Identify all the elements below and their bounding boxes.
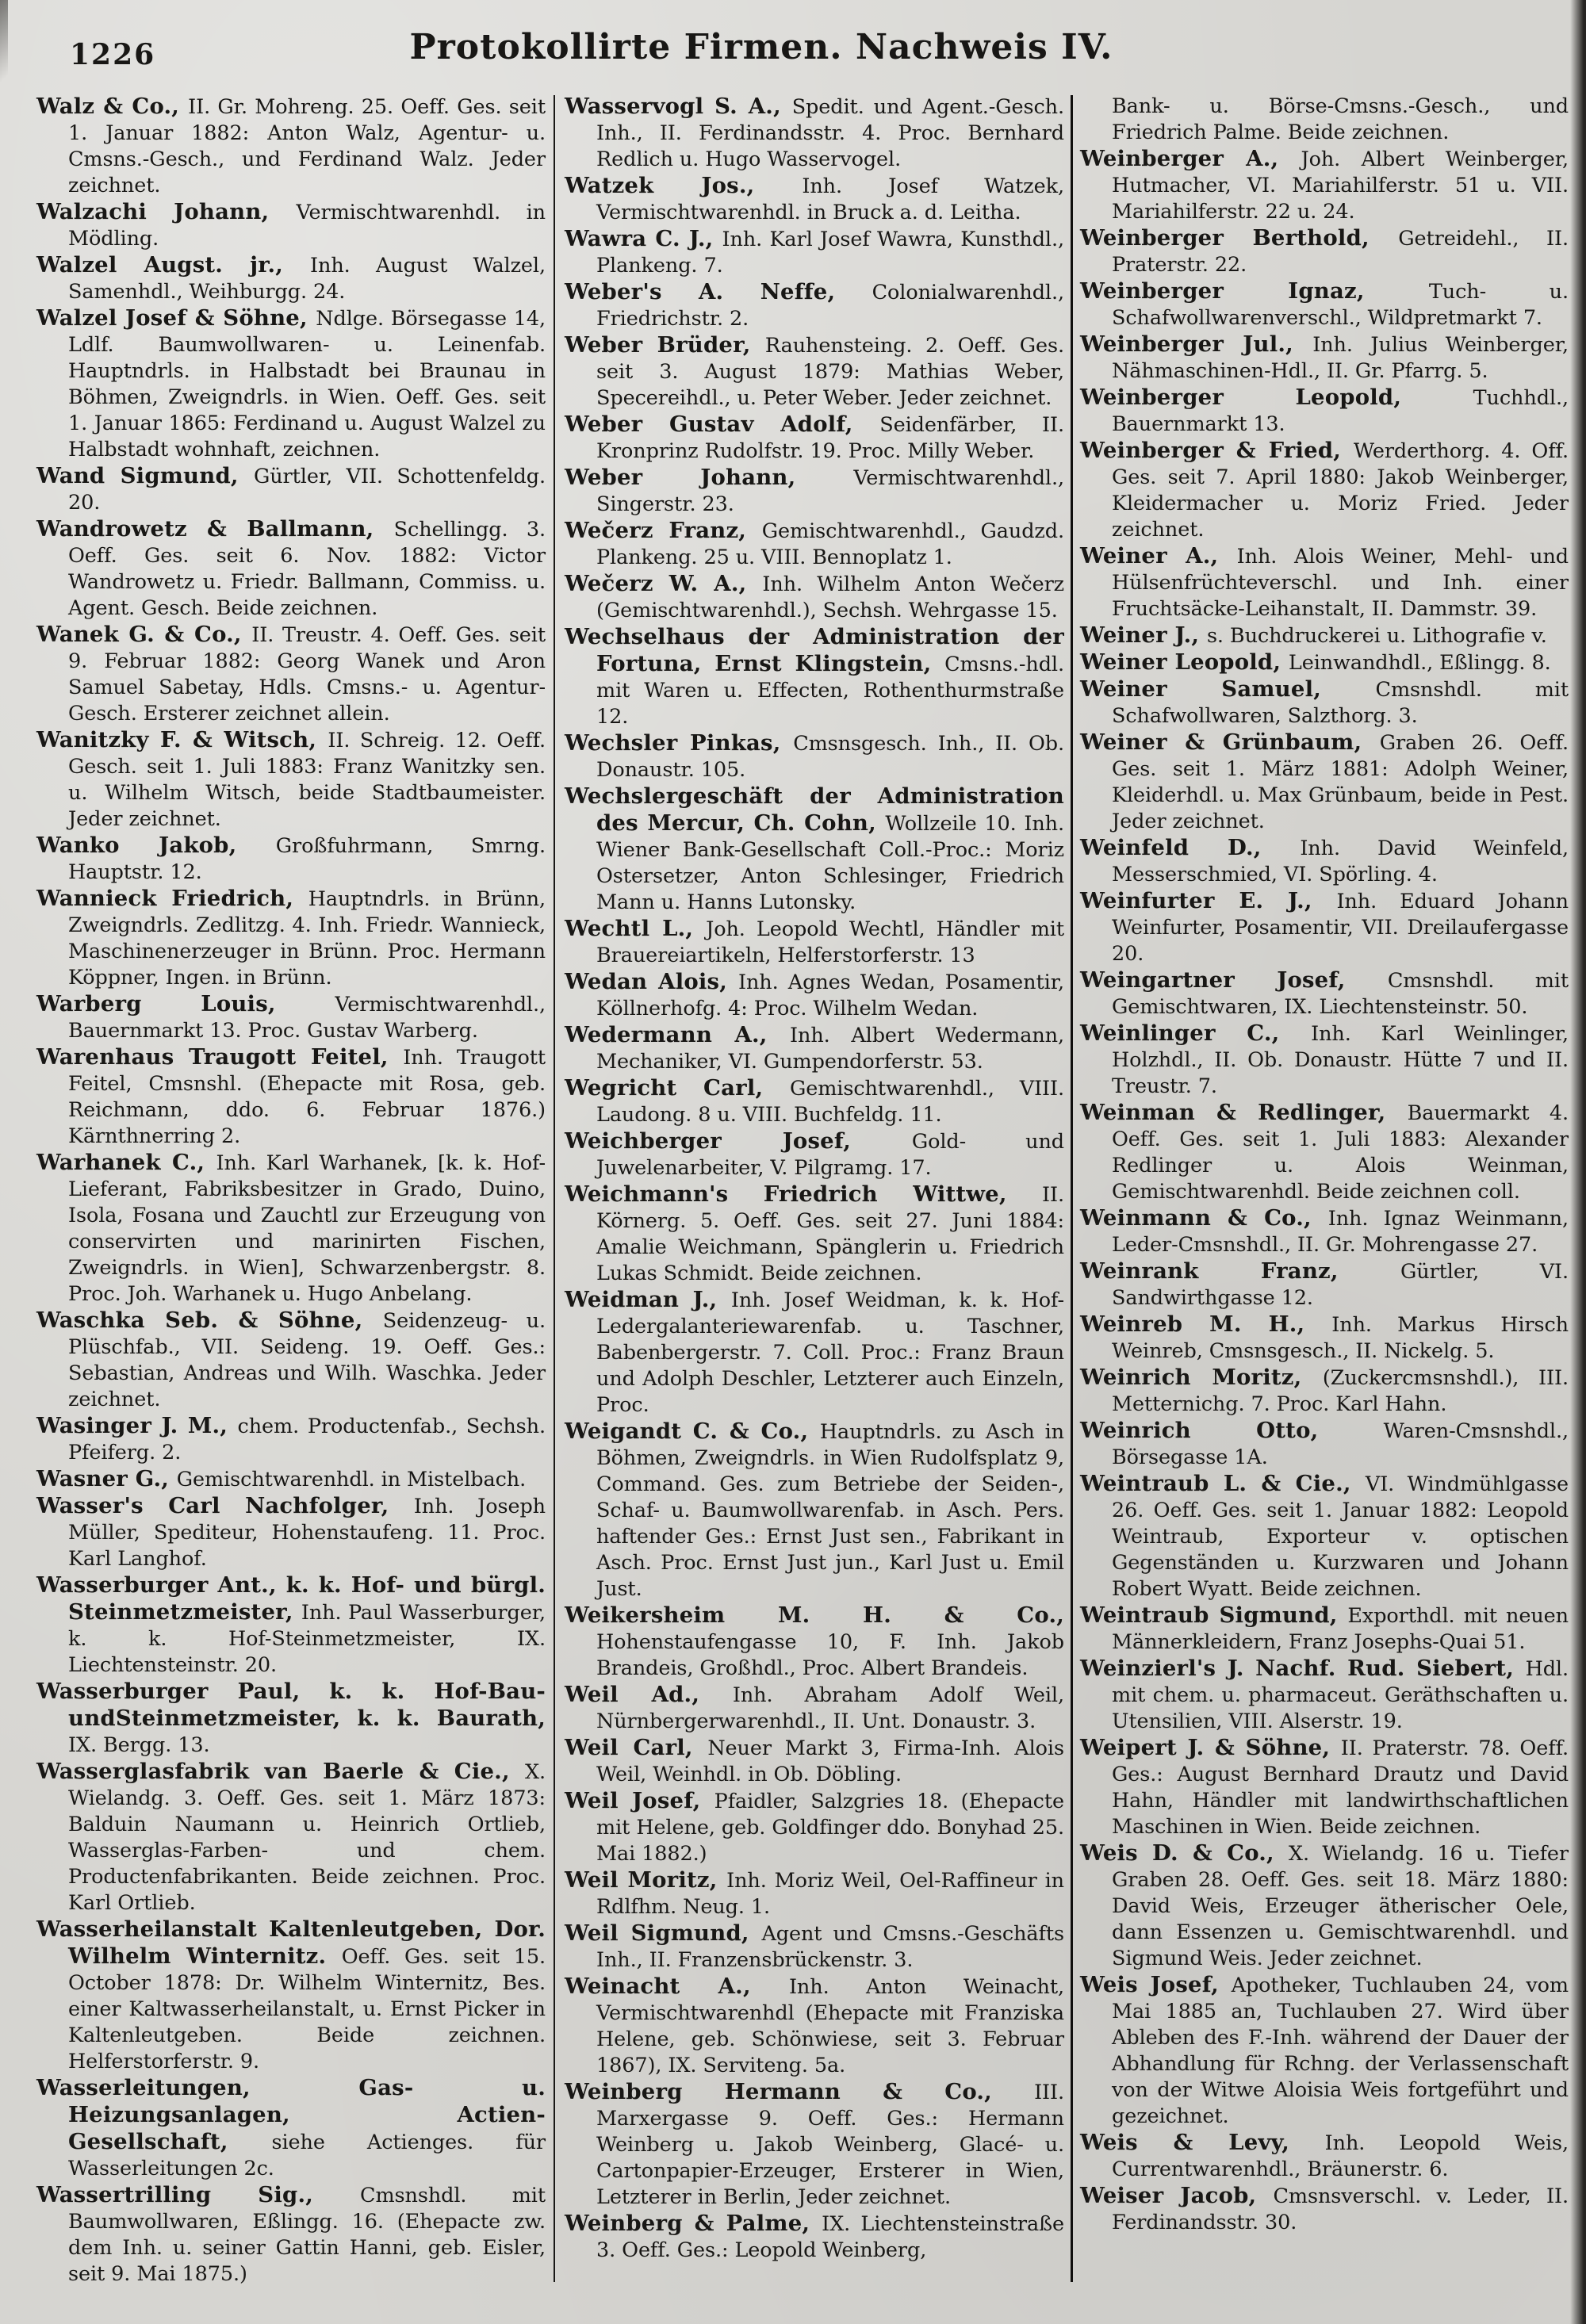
- directory-entry: Wanko Jakob, Großfuhrmann, Smrng. Hauptstr. 12.: [36, 833, 546, 884]
- directory-entry: Weinrank Franz, Gürtler, VI. Sandwirthgasse 12.: [1080, 1258, 1569, 1310]
- firm-name: Weil Sigmund,: [565, 1920, 762, 1946]
- firm-name: Wanitzky F. & Witsch,: [36, 727, 328, 752]
- scan-edge: [1570, 0, 1586, 2324]
- directory-entry: Weipert J. & Söhne, II. Praterstr. 78. Oeff. Ges.: August Bernhard Drautz und David Hahn, Händler mit landwirthschaftlichen Maschinen in Wien. Beide zeichnen.: [1080, 1735, 1569, 1839]
- firm-name: Watzek Jos.,: [565, 173, 803, 198]
- firm-name: Wečerz Franz,: [565, 518, 762, 543]
- firm-name: Waschka Seb. & Söhne,: [36, 1307, 383, 1333]
- directory-entry: Walzel Josef & Söhne, Ndlge. Börsegasse 14, Ldlf. Baumwollwaren- u. Leinenfab. Hauptndrls. in Halbstadt bei Braunau in Böhmen, Zweigndrls. in Wien. Oeff. Ges. seit 1. Januar 1865: Ferdinand u. August Walzel zu Halbstadt wohnhaft, zeichnen.: [36, 305, 546, 461]
- firm-name: Weinman & Redlinger,: [1080, 1100, 1408, 1125]
- firm-name: Weingartner Josef,: [1080, 967, 1388, 993]
- directory-entry: Watzek Jos., Inh. Josef Watzek, Vermischtwarenhdl. in Bruck a. d. Leitha.: [565, 173, 1064, 224]
- page-title: Protokollirte Firmen. Nachweis IV.: [409, 27, 1113, 67]
- firm-name: Weiner Leopold,: [1080, 649, 1289, 675]
- firm-name: Wasserburger Ant., k. k. Hof- und bürgl. Steinmetzmeister,: [36, 1572, 546, 1625]
- directory-entry: Weinberger Berthold, Getreidehl., II. Praterstr. 22.: [1080, 225, 1569, 277]
- directory-entry: Wasser's Carl Nachfolger, Inh. Joseph Müller, Spediteur, Hohenstaufeng. 11. Proc. Karl Langhof.: [36, 1493, 546, 1571]
- firm-name: Weichberger Josef,: [565, 1128, 912, 1154]
- directory-entry: Warenhaus Traugott Feitel, Inh. Traugott Feitel, Cmsnshl. (Ehepacte mit Rosa, geb. Reichmann, ddo. 6. Februar 1876.) Kärnthnerring 2.: [36, 1044, 546, 1148]
- directory-entry: Weiner A., Inh. Alois Weiner, Mehl- und Hülsenfrüchteverschl. und Inh. einer Fruchtsäcke-Leihanstalt, II. Dammstr. 39.: [1080, 543, 1569, 621]
- directory-entry: Weil Sigmund, Agent und Cmsns.-Geschäfts Inh., II. Franzensbrückenstr. 3.: [565, 1920, 1064, 1972]
- directory-entry: Weigandt C. & Co., Hauptndrls. zu Asch in Böhmen, Zweigndrls. in Wien Rudolfsplatz 9, Command. Ges. zum Betriebe der Seiden-, Schaf- u. Baumwollwarenfab. in Asch. Pers. haftender Ges.: Ernst Just sen., Fabrikant in Asch. Proc. Ernst Just jun., Karl Just u. Emil Just.: [565, 1419, 1064, 1601]
- directory-entry: Weinberg Hermann & Co., III. Marxergasse 9. Oeff. Ges.: Hermann Weinberg u. Jakob Weinberg, Glacé- u. Cartonpapier-Erzeuger, Ersterer in Wien, Letzterer in Berlin, Jeder zeichnet.: [565, 2079, 1064, 2209]
- directory-entry: Weinberg & Palme, IX. Liechtensteinstraße 3. Oeff. Ges.: Leopold Weinberg,: [565, 2211, 1064, 2262]
- firm-name: Weinberg & Palme,: [565, 2211, 822, 2236]
- firm-name: Wečerz W. A.,: [565, 571, 763, 596]
- firm-name: Wedermann A.,: [565, 1022, 791, 1047]
- firm-name: Warberg Louis,: [36, 991, 335, 1017]
- directory-entry: Weinberger A., Joh. Albert Weinberger, Hutmacher, VI. Mariahilferstr. 51 u. VII. Mariahilferstr. 22 u. 24.: [1080, 146, 1569, 224]
- directory-entry: Weinreb M. H., Inh. Markus Hirsch Weinreb, Cmsnsgesch., II. Nickelg. 5.: [1080, 1311, 1569, 1363]
- firm-name: Weis & Levy,: [1080, 2130, 1325, 2155]
- firm-name: Weinberger Leopold,: [1080, 385, 1473, 410]
- firm-name: Weinberger & Fried,: [1080, 438, 1354, 463]
- firm-name: Weinrich Otto,: [1080, 1418, 1384, 1443]
- directory-entry: Wechselhaus der Administration der Fortuna, Ernst Klingstein, Cmsns.-hdl. mit Waren u. Effecten, Rothenthurmstraße 12.: [565, 624, 1064, 729]
- firm-name: Wasinger J. M.,: [36, 1413, 238, 1438]
- firm-name: Weil Moritz,: [565, 1867, 727, 1893]
- directory-entry: Weber's A. Neffe, Colonialwarenhdl., Friedrichstr. 2.: [565, 279, 1064, 331]
- directory-entry: Weber Gustav Adolf, Seidenfärber, II. Kronprinz Rudolfstr. 19. Proc. Milly Weber.: [565, 412, 1064, 463]
- firm-name: Warhanek C.,: [36, 1150, 216, 1175]
- directory-entry: Weinacht A., Inh. Anton Weinacht, Vermischtwarenhdl (Ehepacte mit Franziska Helene, geb. Schönwiese, seit 3. Februar 1867), IX. Serviteng. 5a.: [565, 1974, 1064, 2077]
- firm-name: Wechselhaus der Administration der Fortuna, Ernst Klingstein,: [565, 624, 1064, 676]
- column-3: [1080, 94, 1569, 2236]
- firm-name: Wedan Alois,: [565, 969, 738, 994]
- directory-entry: Weinberger Jul., Inh. Julius Weinberger, Nähmaschinen-Hdl., II. Gr. Pfarrg. 5.: [1080, 331, 1569, 383]
- directory-entry: Wanek G. & Co., II. Treustr. 4. Oeff. Ges. seit 9. Februar 1882: Georg Wanek und Aron Samuel Sabetay, Hdls. Cmsns.- u. Agentur-Gesch. Ersterer zeichnet allein.: [36, 622, 546, 726]
- firm-name: Walzel Josef & Söhne,: [36, 305, 316, 331]
- directory-entry: Wanitzky F. & Witsch, II. Schreig. 12. Oeff. Gesch. seit 1. Juli 1883: Franz Wanitzky sen. u. Wilhelm Witsch, beide Stadtbaumeister. Jeder zeichnet.: [36, 727, 546, 831]
- directory-entry: Bank- u. Börse-Cmsns.-Gesch., und Friedrich Palme. Beide zeichnen.: [1112, 94, 1569, 144]
- directory-entry: Weinfeld D., Inh. David Weinfeld, Messerschmied, VI. Spörling. 4.: [1080, 835, 1569, 886]
- directory-entry: Warberg Louis, Vermischtwarenhdl., Bauernmarkt 13. Proc. Gustav Warberg.: [36, 991, 546, 1043]
- directory-entry: Wassertrilling Sig., Cmsnshdl. mit Baumwollwaren, Eßlingg. 16. (Ehepacte zw. dem Inh. u. seiner Gattin Hanni, geb. Eisler, seit 9. Mai 1875.): [36, 2182, 546, 2286]
- firm-name: Wechslergeschäft der Administration des Mercur, Ch. Cohn,: [565, 783, 1064, 836]
- firm-name: Weintraub Sigmund,: [1080, 1602, 1348, 1628]
- directory-entry: Wasservogl S. A., Spedit. und Agent.-Gesch. Inh., II. Ferdinandsstr. 4. Proc. Bernhard Redlich u. Hugo Wasservogel.: [565, 94, 1064, 171]
- directory-entry: Weil Ad., Inh. Abraham Adolf Weil, Nürnbergerwarenhdl., II. Unt. Donaustr. 3.: [565, 1682, 1064, 1733]
- firm-name: Weinacht A.,: [565, 1974, 789, 1999]
- firm-name: Warenhaus Traugott Feitel,: [36, 1044, 404, 1070]
- firm-name: Wanko Jakob,: [36, 833, 276, 858]
- firm-name: Weiner & Grünbaum,: [1080, 729, 1380, 755]
- firm-name: Weber Johann,: [565, 465, 854, 490]
- firm-name: Weinzierl's J. Nachf. Rud. Siebert,: [1080, 1656, 1526, 1681]
- firm-name: Walz & Co.,: [36, 94, 189, 119]
- firm-name: Weinfurter E. J.,: [1080, 888, 1337, 913]
- directory-entry: Weinberger Ignaz, Tuch- u. Schafwollwarenverschl., Wildpretmarkt 7.: [1080, 278, 1569, 330]
- directory-entry: Weiser Jacob, Cmsnsverschl. v. Leder, II. Ferdinandsstr. 30.: [1080, 2183, 1569, 2234]
- directory-entry: Wannieck Friedrich, Hauptndrls. in Brünn, Zweigndrls. Zedlitzg. 4. Inh. Friedr. Wannieck, Maschinenerzeuger in Brünn. Proc. Hermann Köppner, Ingen. in Brünn.: [36, 886, 546, 990]
- firm-name: Weiner J.,: [1080, 622, 1207, 648]
- firm-name: Wanek G. & Co.,: [36, 622, 252, 647]
- column-2: [565, 94, 1064, 2264]
- directory-entry: Wasserburger Paul, k. k. Hof-Bau- undSteinmetzmeister, k. k. Baurath, IX. Bergg. 13.: [36, 1679, 546, 1757]
- firm-name: Weber Brüder,: [565, 332, 765, 358]
- firm-name: Weichmann's Friedrich Wittwe,: [565, 1181, 1043, 1207]
- directory-entry: Weintraub L. & Cie., VI. Windmühlgasse 26. Oeff. Ges. seit 1. Januar 1882: Leopold Weintraub, Exporteur v. optischen Gegenständen u. Kurzwaren und Johann Robert Wyatt. Beide zeichnen.: [1080, 1471, 1569, 1601]
- directory-entry: Weinzierl's J. Nachf. Rud. Siebert, Hdl. mit chem. u. pharmaceut. Geräthschaften u. Utensilien, VIII. Alserstr. 19.: [1080, 1656, 1569, 1733]
- firm-name: Wasserburger Paul, k. k. Hof-Bau- undSteinmetzmeister, k. k. Baurath,: [36, 1679, 546, 1731]
- firm-name: Weinreb M. H.,: [1080, 1311, 1332, 1337]
- directory-entry: Waschka Seb. & Söhne, Seidenzeug- u. Plüschfab., VII. Seideng. 19. Oeff. Ges.: Sebastian, Andreas und Wilh. Waschka. Jeder zeichnet.: [36, 1307, 546, 1411]
- directory-entry: Wawra C. J., Inh. Karl Josef Wawra, Kunsthdl., Plankeng. 7.: [565, 226, 1064, 278]
- firm-name: Wandrowetz & Ballmann,: [36, 516, 394, 542]
- directory-entry: Walz & Co., II. Gr. Mohreng. 25. Oeff. Ges. seit 1. Januar 1882: Anton Walz, Agentur- u. Cmsns.-Gesch., und Ferdinand Walz. Jeder zeichnet.: [36, 94, 546, 197]
- directory-entry: Wečerz W. A., Inh. Wilhelm Anton Wečerz (Gemischtwarenhdl.), Sechsh. Wehrgasse 15.: [565, 571, 1065, 622]
- firm-name: Weber's A. Neffe,: [565, 279, 872, 304]
- firm-name: Weil Josef,: [565, 1788, 714, 1813]
- firm-name: Weinberger Ignaz,: [1080, 278, 1429, 304]
- directory-entry: Wasserleitungen, Gas- u. Heizungsanlagen, Actien-Gesellschaft, siehe Actienges. für Wasserleitungen 2c.: [36, 2075, 546, 2180]
- firm-name: Wasservogl S. A.,: [565, 94, 792, 119]
- directory-entry: Weikersheim M. H. & Co., Hohenstaufengasse 10, F. Inh. Jakob Brandeis, Großhdl., Proc. Albert Brandeis.: [565, 1602, 1064, 1680]
- directory-entry: Weintraub Sigmund, Exporthdl. mit neuen Männerkleidern, Franz Josephs-Quai 51.: [1080, 1602, 1569, 1654]
- page-header: [0, 27, 1586, 82]
- directory-entry: Weinfurter E. J., Inh. Eduard Johann Weinfurter, Posamentir, VII. Dreilaufergasse 20.: [1080, 888, 1569, 966]
- firm-name: Walzel Augst. jr.,: [36, 252, 311, 278]
- directory-entry: Wasner G., Gemischtwarenhdl. in Mistelbach.: [36, 1466, 527, 1491]
- directory-entry: Wasserglasfabrik van Baerle & Cie., X. Wielandg. 3. Oeff. Ges. seit 1. März 1873: Balduin Naumann u. Heinrich Ortlieb, Wasserglas-Farben- und chem. Productenfabrikanten. Beide zeichnen. Proc. Karl Ortlieb.: [36, 1759, 546, 1915]
- directory-entry: Wand Sigmund, Gürtler, VII. Schottenfeldg. 20.: [36, 463, 546, 515]
- firm-name: Wechsler Pinkas,: [565, 730, 794, 756]
- directory-entry: Weil Moritz, Inh. Moriz Weil, Oel-Raffineur in Rdlfhm. Neug. 1.: [565, 1867, 1065, 1919]
- directory-entry: Weiner Samuel, Cmsnshdl. mit Schafwollwaren, Salzthorg. 3.: [1080, 676, 1569, 728]
- firm-name: Weiser Jacob,: [1080, 2183, 1274, 2208]
- firm-name: Weinberger Jul.,: [1080, 331, 1313, 357]
- firm-name: Wawra C. J.,: [565, 226, 722, 251]
- firm-name: Wasserleitungen, Gas- u. Heizungsanlagen, Actien-Gesellschaft,: [36, 2075, 546, 2154]
- directory-entry: Weis Josef, Apotheker, Tuchlauben 24, vom Mai 1885 an, Tuchlauben 27. Wird über Ableben des F.-Inh. während der Dauer der Abhandlung für Rchng. der Verlassenschaft von der Witwe Aloisia Weis fortgeführt und gezeichnet.: [1080, 1972, 1569, 2128]
- column-divider-2: [1071, 95, 1073, 2282]
- directory-entry: Weil Carl, Neuer Markt 3, Firma-Inh. Alois Weil, Weinhdl. in Ob. Döbling.: [565, 1735, 1064, 1786]
- firm-name: Wannieck Friedrich,: [36, 886, 308, 911]
- firm-name: Weinmann & Co.,: [1080, 1205, 1328, 1231]
- firm-name: Weipert J. & Söhne,: [1080, 1735, 1341, 1760]
- firm-name: Wasserheilanstalt Kaltenleutgeben, Dor. Wilhelm Winternitz.: [36, 1916, 546, 1969]
- directory-entry: Weinman & Redlinger, Bauermarkt 4. Oeff. Ges. seit 1. Juli 1883: Alexander Redlinger u. Alois Weinman, Gemischtwarenhdl. Beide zeichnen coll.: [1080, 1100, 1569, 1204]
- firm-name: Wasser's Carl Nachfolger,: [36, 1493, 414, 1518]
- firm-name: Weil Ad.,: [565, 1682, 733, 1707]
- firm-name: Wegricht Carl,: [565, 1075, 790, 1101]
- directory-entry: Weinberger & Fried, Werderthorg. 4. Off. Ges. seit 7. April 1880: Jakob Weinberger, Kleidermacher u. Moriz Fried. Jeder zeichnet.: [1080, 438, 1569, 542]
- firm-name: Wasner G.,: [36, 1466, 177, 1491]
- firm-name: Weinlinger C.,: [1080, 1020, 1312, 1046]
- firm-name: Weil Carl,: [565, 1735, 708, 1760]
- firm-name: Wassertrilling Sig.,: [36, 2182, 361, 2207]
- firm-name: Weiner A.,: [1080, 543, 1237, 569]
- firm-name: Weis D. & Co.,: [1080, 1840, 1289, 1866]
- firm-name: Weinberg Hermann & Co.,: [565, 2079, 1035, 2104]
- directory-entry: Weinberger Leopold, Tuchhdl., Bauernmarkt 13.: [1080, 385, 1569, 436]
- firm-name: Weinrich Moritz,: [1080, 1365, 1323, 1390]
- directory-entry: Weiner J., s. Buchdruckerei u. Lithografie v.: [1080, 622, 1547, 648]
- directory-entry: Weiner Leopold, Leinwandhdl., Eßlingg. 8.: [1080, 649, 1551, 675]
- firm-name: Walzachi Johann,: [36, 199, 297, 224]
- firm-name: Weinrank Franz,: [1080, 1258, 1400, 1284]
- directory-entry: Weber Brüder, Rauhensteing. 2. Oeff. Ges. seit 3. August 1879: Mathias Weber, Specereihdl., u. Peter Weber. Jeder zeichnet.: [565, 332, 1064, 410]
- firm-name: Weis Josef,: [1080, 1972, 1232, 1997]
- directory-entry: Weinmann & Co., Inh. Ignaz Weinmann, Leder-Cmsnshdl., II. Gr. Mohrengasse 27.: [1080, 1205, 1569, 1257]
- directory-entry: Walzel Augst. jr., Inh. August Walzel, Samenhdl., Weihburgg. 24.: [36, 252, 546, 304]
- firm-name: Weber Gustav Adolf,: [565, 412, 880, 437]
- directory-entry: Wechtl L., Joh. Leopold Wechtl, Händler mit Brauereiartikeln, Helferstorferstr. 13: [565, 916, 1065, 967]
- directory-entry: Weis D. & Co., X. Wielandg. 16 u. Tiefer Graben 28. Oeff. Ges. seit 18. März 1880: David Weis, Erzeuger ätherischer Oele, dann Essenzen u. Gemischtwarenhdl. und Sigmund Weis. Jeder zeichnet.: [1080, 1840, 1569, 1970]
- directory-entry: Weingartner Josef, Cmsnshdl. mit Gemischtwaren, IX. Liechtensteinstr. 50.: [1080, 967, 1569, 1019]
- directory-entry: Wasserburger Ant., k. k. Hof- und bürgl. Steinmetzmeister, Inh. Paul Wasserburger, k. k. Hof-Steinmetzmeister, IX. Liechtensteinstr. 20.: [36, 1572, 546, 1677]
- firm-name: Wand Sigmund,: [36, 463, 254, 488]
- directory-entry: Weinrich Otto, Waren-Cmsnshdl., Börsegasse 1A.: [1080, 1418, 1569, 1469]
- firm-name: Weikersheim M. H. & Co.,: [565, 1602, 1064, 1628]
- firm-name: Weidman J.,: [565, 1287, 731, 1312]
- directory-entry: Weinrich Moritz, (Zuckercmsnshdl.), III. Metternichg. 7. Proc. Karl Hahn.: [1080, 1365, 1569, 1416]
- directory-entry: Wasserheilanstalt Kaltenleutgeben, Dor. Wilhelm Winternitz. Oeff. Ges. seit 15. October 1878: Dr. Wilhelm Winternitz, Bes. einer Kaltwasserheilanstalt, u. Ernst Picker in Kaltenleutgeben. Beide zeichnen. Helferstorferstr. 9.: [36, 1916, 546, 2073]
- directory-entry: Weber Johann, Vermischtwarenhdl., Singerstr. 23.: [565, 465, 1064, 516]
- directory-entry: Wedan Alois, Inh. Agnes Wedan, Posamentir, Köllnerhofg. 4: Proc. Wilhelm Wedan.: [565, 969, 1064, 1020]
- directory-entry: Weinlinger C., Inh. Karl Weinlinger, Holzhdl., II. Ob. Donaustr. Hütte 7 und II. Treustr. 7.: [1080, 1020, 1569, 1098]
- directory-entry: Wandrowetz & Ballmann, Schellingg. 3. Oeff. Ges. seit 6. Nov. 1882: Victor Wandrowetz u. Friedr. Ballmann, Commiss. u. Agent. Gesch. Beide zeichnen.: [36, 516, 546, 620]
- firm-name: Weinberger A.,: [1080, 146, 1301, 171]
- firm-name: Wechtl L.,: [565, 916, 707, 941]
- column-divider-1: [554, 95, 555, 2282]
- directory-entry: Weichmann's Friedrich Wittwe, II. Körnerg. 5. Oeff. Ges. seit 27. Juni 1884: Amalie Weichmann, Spänglerin u. Friedrich Lukas Schmidt. Beide zeichnen.: [565, 1181, 1064, 1285]
- directory-entry: Wedermann A., Inh. Albert Wedermann, Mechaniker, VI. Gumpendorferstr. 53.: [565, 1022, 1064, 1074]
- directory-entry: Warhanek C., Inh. Karl Warhanek, [k. k. Hof-Lieferant, Fabriksbesitzer in Grado, Duino, Isola, Fosana und Zauchtl zur Erzeugung von conservirten und marinirten Fischen, Zweigndrls. in Wien], Schwarzenbergstr. 8. Proc. Joh. Warhanek u. Hugo Anbelang.: [36, 1150, 546, 1306]
- firm-name: Weinfeld D.,: [1080, 835, 1301, 860]
- firm-name: Weigandt C. & Co.,: [565, 1419, 820, 1444]
- directory-entry: Wechslergeschäft der Administration des Mercur, Ch. Cohn, Wollzeile 10. Inh. Wiener Bank-Gesellschaft Coll.-Proc.: Moriz Ostersetzer, Anton Schlesinger, Friedrich Mann u. Hanns Lutonsky.: [565, 783, 1065, 914]
- firm-name: Weinberger Berthold,: [1080, 225, 1399, 251]
- firm-name: Weintraub L. & Cie.,: [1080, 1471, 1366, 1496]
- firm-name: Weiner Samuel,: [1080, 676, 1376, 702]
- directory-entry: Wechsler Pinkas, Cmsnsgesch. Inh., II. Ob. Donaustr. 105.: [565, 730, 1065, 782]
- directory-entry: Wečerz Franz, Gemischtwarenhdl., Gaudzd. Plankeng. 25 u. VIII. Bennoplatz 1.: [565, 518, 1064, 569]
- directory-entry: Weis & Levy, Inh. Leopold Weis, Currentwarenhdl., Bräunerstr. 6.: [1080, 2130, 1569, 2181]
- directory-entry: Weidman J., Inh. Josef Weidman, k. k. Hof-Ledergalanteriewarenfab. u. Taschner, Babenbergerstr. 7. Coll. Proc.: Franz Braun und Adolph Deschler, Letzterer auch Einzeln, Proc.: [565, 1287, 1064, 1417]
- directory-entry: Weil Josef, Pfaidler, Salzgries 18. (Ehepacte mit Helene, geb. Goldfinger ddo. Bonyhad 25. Mai 1882.): [565, 1788, 1064, 1866]
- directory-entry: Weichberger Josef, Gold- und Juwelenarbeiter, V. Pilgramg. 17.: [565, 1128, 1064, 1180]
- directory-entry: Weiner & Grünbaum, Graben 26. Oeff. Ges. seit 1. März 1881: Adolph Weiner, Kleiderhdl. u. Max Grünbaum, beide in Pest. Jeder zeichnet.: [1080, 729, 1569, 833]
- column-1: [36, 94, 546, 2288]
- page-number: 1226: [70, 38, 156, 71]
- firm-name: Wasserglasfabrik van Baerle & Cie.,: [36, 1759, 525, 1784]
- directory-entry: Walzachi Johann, Vermischtwarenhdl. in Mödling.: [36, 199, 546, 251]
- directory-entry: Wegricht Carl, Gemischtwarenhdl., VIII. Laudong. 8 u. VIII. Buchfeldg. 11.: [565, 1075, 1064, 1127]
- directory-entry: Wasinger J. M., chem. Productenfab., Sechsh. Pfeiferg. 2.: [36, 1413, 546, 1464]
